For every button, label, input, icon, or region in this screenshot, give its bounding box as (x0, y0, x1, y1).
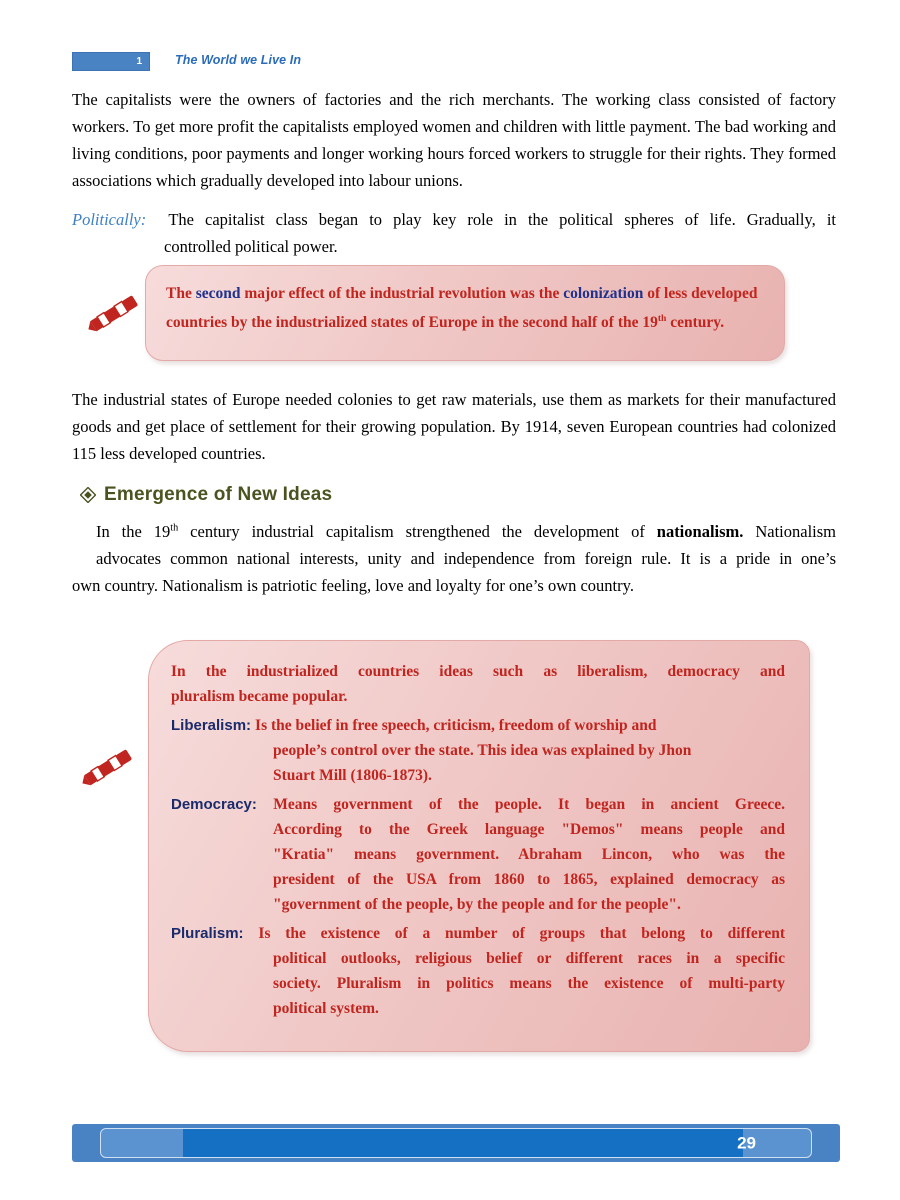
term-democracy-line-2: According to the Greek language "Demos" means people and (273, 821, 785, 838)
pencil-icon (76, 742, 138, 794)
chapter-title: The World we Live In (175, 53, 302, 67)
term-pluralism-label: Pluralism: (171, 925, 244, 942)
chapter-number: 1 (136, 55, 142, 67)
chapter-number-badge (72, 52, 150, 71)
paragraph-colonies: The industrial states of Europe needed colonies to get raw materials, use them as markets for their manufactured goods and get place of settlement for their growing population. By 1914, seven European countries had colonized 115 less developed countries. (72, 390, 836, 463)
paragraph-capitalists: The capitalists were the owners of factories and the rich merchants. The working class consisted of factory workers. To get more profit the capitalists employed women and children with little payment. The bad working and living conditions, poor payments and longer working hours forced workers to struggle for their rights. They formed associations which gradually developed into labour unions. (72, 90, 836, 190)
nationalism-seg-3: Nationalism (743, 522, 837, 541)
term-democracy-line-1: Means government of the people. It began in ancient Greece. (273, 796, 785, 813)
term-democracy-line-4: president of the USA from 1860 to 1865, explained democracy as (273, 871, 785, 888)
paragraph-2-wrap (72, 386, 836, 467)
term-pluralism-line-1: Is the existence of a number of groups that belong to different (258, 925, 785, 942)
nationalism-seg-1: In the 19 (96, 522, 171, 541)
term-pluralism-line-4: political system. (273, 1000, 379, 1017)
callout-1-seg-1: The (166, 285, 196, 302)
politically-label: Politically: (72, 210, 147, 229)
term-democracy-first-line (171, 792, 785, 817)
politically-block (72, 206, 836, 260)
term-liberalism-line-1: Is the belief in free speech, criticism, freedom of worship and (255, 717, 657, 734)
callout-2-intro-line-1: In the industrialized countries ideas such as liberalism, democracy and (171, 663, 785, 680)
term-democracy-line-5: "government of the people, by the people and for the people". (273, 896, 681, 913)
main-content (72, 86, 836, 260)
term-liberalism-line-2: people’s control over the state. This idea was explained by Jhon (273, 742, 692, 759)
callout-1-highlight-colonization: colonization (563, 285, 644, 302)
politically-line-2: controlled political power. (164, 237, 338, 256)
callout-2-intro (171, 659, 785, 709)
term-pluralism-line-3: society. Pluralism in politics means the existence of multi-party (273, 975, 785, 992)
term-pluralism-first-line (171, 921, 785, 946)
paragraph-nationalism (72, 518, 837, 599)
callout-1-superscript: th (657, 312, 667, 324)
callout-box-colonization (145, 265, 785, 361)
callout-1-seg-2: major effect of the industrial revolution was the (240, 285, 564, 302)
callout-1-highlight-second: second (195, 285, 241, 302)
nationalism-bold: nationalism. (656, 522, 744, 541)
callout-box-ideas (148, 640, 810, 1052)
spacer (72, 194, 836, 206)
callout-1-seg-6: century. (666, 314, 725, 331)
callout-1-seg-3: of (643, 285, 661, 302)
term-pluralism (171, 921, 785, 1021)
diamond-bullet-icon (80, 487, 96, 503)
pencil-icon (82, 288, 144, 340)
term-democracy-line-3: "Kratia" means government. Abraham Lincon, who was the (273, 846, 785, 863)
term-democracy (171, 792, 785, 917)
politically-line-1 (72, 206, 836, 233)
politically-text-1: The capitalist class began to play key role in the political spheres of life. Gradually, it (168, 210, 836, 229)
nationalism-line-1 (96, 518, 836, 545)
callout-1-seg-5: half of the 19 (571, 314, 658, 331)
callout-1-seg-4: less developed countries by the industrialized states of Europe in the second (166, 285, 758, 331)
nationalism-seg-2: century industrial capitalism strengthened the development of (178, 522, 657, 541)
term-democracy-label: Democracy: (171, 796, 257, 813)
callout-1-text (166, 279, 762, 337)
callout-2-intro-line-2: pluralism became popular. (171, 688, 348, 705)
page-footer (72, 1124, 840, 1162)
term-liberalism-label: Liberalism: (171, 717, 252, 734)
term-liberalism (171, 713, 785, 788)
nationalism-line-2: advocates common national interests, unity and independence from foreign rule. It is a pride in one’s (96, 549, 836, 568)
nationalism-superscript: th (170, 522, 179, 534)
page-header (72, 52, 832, 76)
section-heading-text: Emergence of New Ideas (104, 484, 333, 505)
footer-bar-inner (100, 1128, 812, 1158)
nationalism-line-3: own country. Nationalism is patriotic feeling, love and loyalty for one’s own country. (72, 576, 634, 595)
term-pluralism-line-2: political outlooks, religious belief or different races in a specific (273, 950, 785, 967)
footer-bar-fill (183, 1129, 743, 1157)
term-liberalism-first-line (171, 713, 785, 738)
term-liberalism-line-3: Stuart Mill (1806-1873). (273, 767, 432, 784)
section-heading-emergence (80, 484, 332, 506)
page-number: 29 (737, 1133, 756, 1153)
